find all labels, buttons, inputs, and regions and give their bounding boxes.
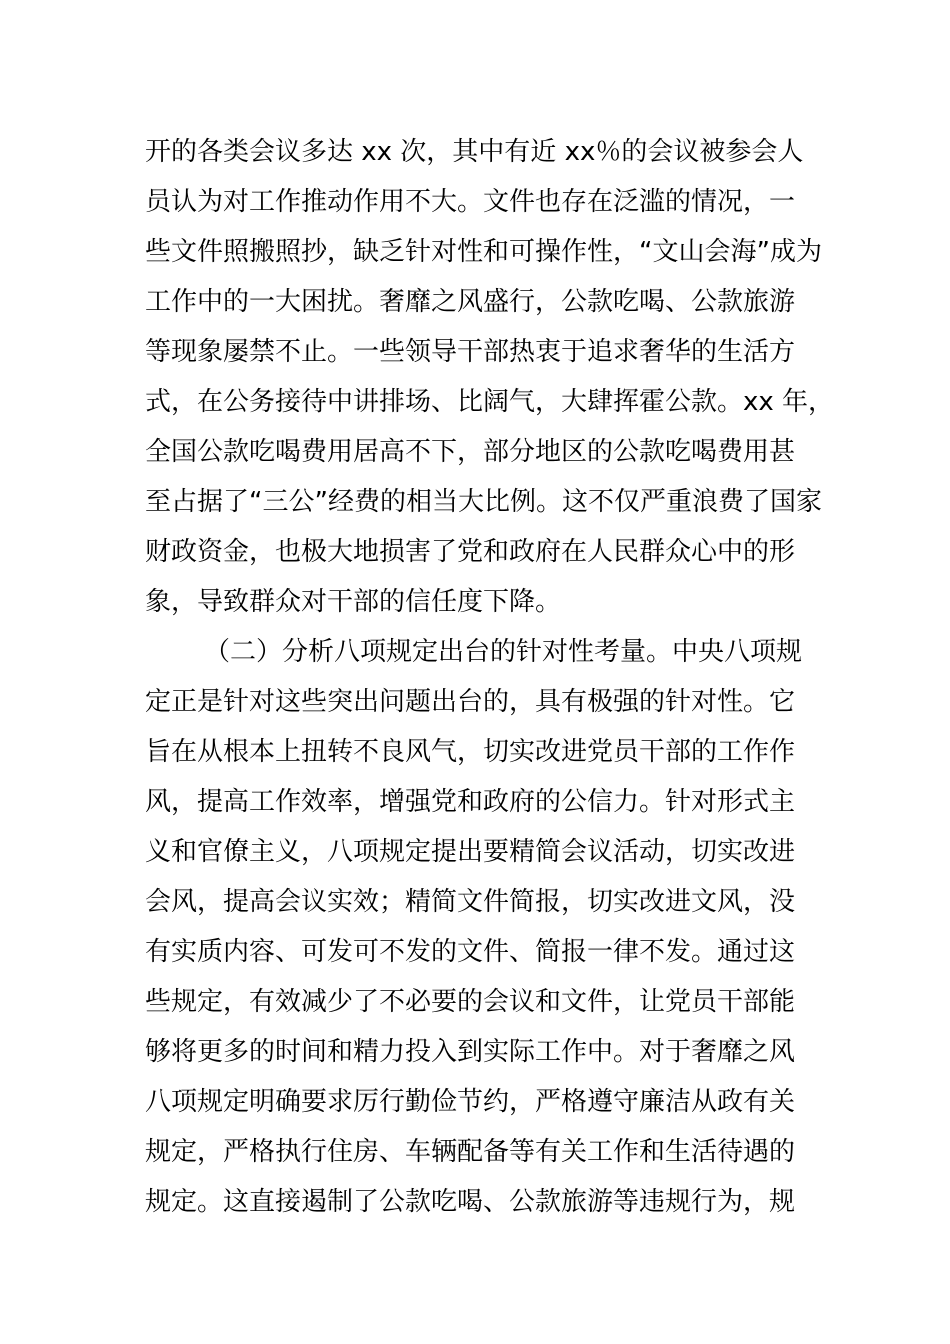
text-line: 规定。这直接遏制了公款吃喝、公款旅游等违规行为，规 — [145, 1187, 796, 1217]
text-line: 风，提高工作效率，增强党和政府的公信力。针对形式主 — [145, 787, 796, 817]
text-line: 员认为对工作推动作用不大。文件也存在泛滥的情况，一 — [145, 187, 796, 217]
text-line: 有实质内容、可发可不发的文件、简报一律不发。通过这 — [145, 937, 796, 967]
text-line: 工作中的一大困扰。奢靡之风盛行，公款吃喝、公款旅游 — [145, 287, 796, 317]
text-line: 会风，提高会议实效；精简文件简报，切实改进文风，没 — [145, 887, 796, 917]
text-line: 八项规定明确要求厉行勤俭节约，严格遵守廉洁从政有关 — [145, 1087, 796, 1117]
text-line: 些文件照搬照抄，缺乏针对性和可操作性，“文山会海”成为 — [145, 237, 822, 267]
text-line: 财政资金，也极大地损害了党和政府在人民群众心中的形 — [145, 537, 796, 567]
text-line: 全国公款吃喝费用居高不下，部分地区的公款吃喝费用甚 — [145, 437, 796, 467]
text-line: 规定，严格执行住房、车辆配备等有关工作和生活待遇的 — [145, 1137, 796, 1167]
text-line: 至占据了“三公”经费的相当大比例。这不仅严重浪费了国家 — [145, 487, 822, 517]
text-line: 定正是针对这些突出问题出台的，具有极强的针对性。它 — [145, 687, 796, 717]
text-line: 开的各类会议多达 xx 次，其中有近 xx％的会议被参会人 — [145, 137, 804, 167]
text-line: 式，在公务接待中讲排场、比阔气，大肆挥霍公款。xx 年， — [145, 387, 835, 417]
text-line: 义和官僚主义，八项规定提出要精简会议活动，切实改进 — [145, 837, 796, 867]
text-line: 旨在从根本上扭转不良风气，切实改进党员干部的工作作 — [145, 737, 796, 767]
text-line: 等现象屡禁不止。一些领导干部热衷于追求奢华的生活方 — [145, 337, 796, 367]
document-body — [145, 127, 845, 1227]
text-line: 够将更多的时间和精力投入到实际工作中。对于奢靡之风 — [145, 1037, 796, 1067]
text-line: 象，导致群众对干部的信任度下降。 — [145, 587, 562, 617]
text-line: 些规定，有效减少了不必要的会议和文件，让党员干部能 — [145, 987, 796, 1017]
section-heading-line: （二）分析八项规定出台的针对性考量。中央八项规 — [204, 637, 803, 667]
